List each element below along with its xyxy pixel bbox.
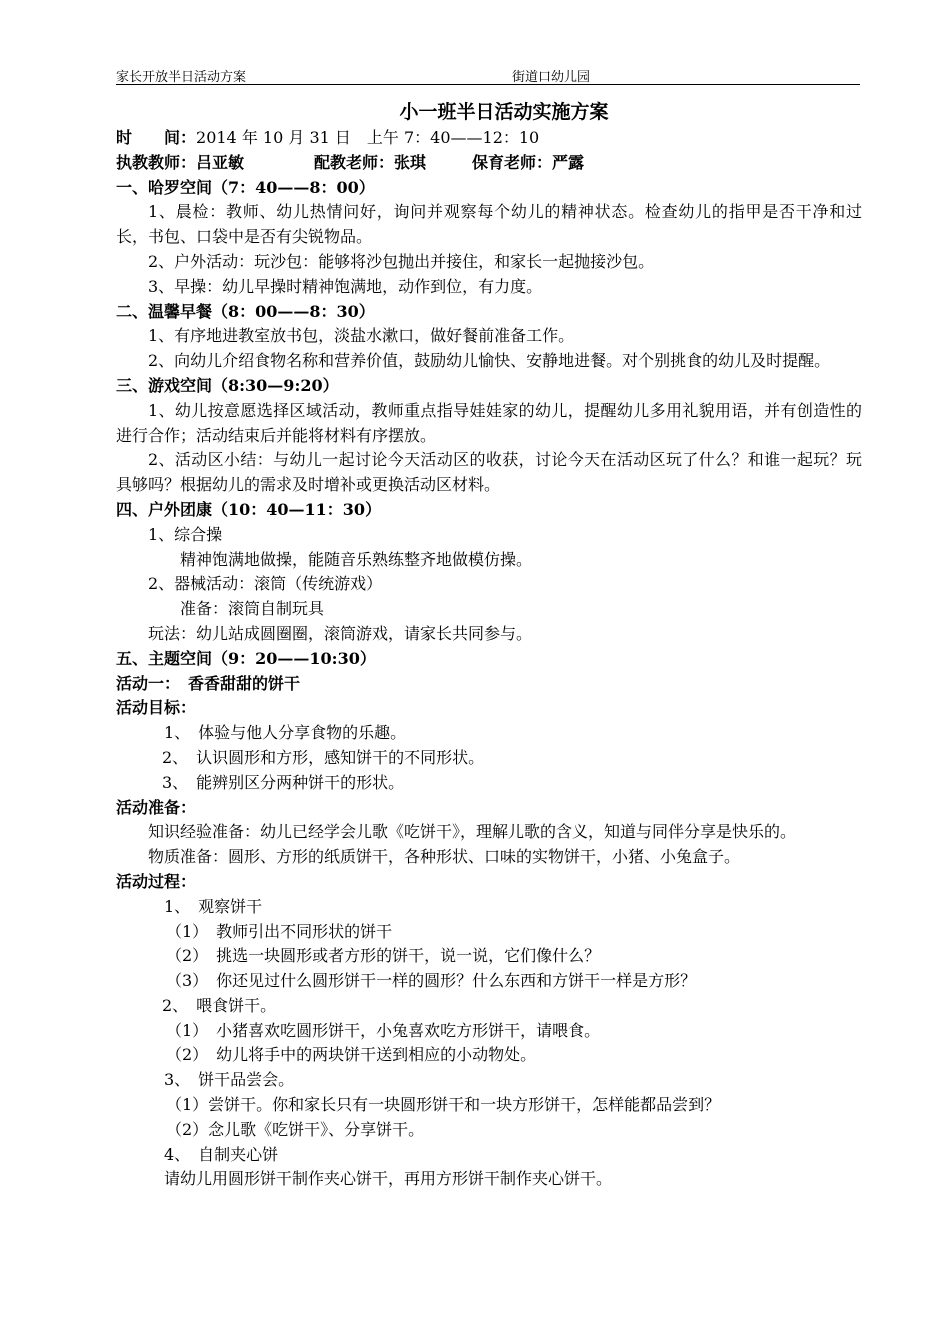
section-2-para-2: 2、向幼儿介绍食物名称和营养价值，鼓励幼儿愉快、安静地进餐。对个别挑食的幼儿及时提醒。 xyxy=(148,351,831,371)
section-1-heading: 一、哈罗空间（7：40——8：00） xyxy=(116,177,375,197)
document-body xyxy=(116,98,862,1192)
process-substep: 请幼儿用圆形饼干制作夹心饼干，再用方形饼干制作夹心饼干。 xyxy=(164,1169,613,1189)
process-label: 活动过程： xyxy=(116,871,197,891)
teacher-1: 执教教师：吕亚敏 xyxy=(116,152,245,172)
goal-item: 1、 体验与他人分享食物的乐趣。 xyxy=(164,723,407,743)
section-4-para-2: 精神饱满地做操，能随音乐熟练整齐地做模仿操。 xyxy=(180,549,533,569)
process-substep: （1）尝饼干。你和家长只有一块圆形饼干和一块方形饼干，怎样能都品尝到？ xyxy=(166,1095,721,1115)
process-step: 4、 自制夹心饼 xyxy=(164,1144,279,1164)
process-substep: （2） 幼儿将手中的两块饼干送到相应的小动物处。 xyxy=(166,1045,537,1065)
section-1-para-2: 2、户外活动：玩沙包：能够将沙包抛出并接住，和家长一起抛接沙包。 xyxy=(148,251,655,271)
section-3-para-1: 1、幼儿按意愿选择区域活动，教师重点指导娃娃家的幼儿，提醒幼儿多用礼貌用语，并有创造性的进行合作；活动结束后并能将材料有序摆放。 xyxy=(116,400,862,445)
section-5-heading: 五、主题空间（9：20——10:30） xyxy=(116,648,376,668)
teacher-2: 配教老师：张琪 xyxy=(314,152,427,172)
time-label: 时 间： xyxy=(116,128,197,147)
section-4-para-4: 准备：滚筒自制玩具 xyxy=(180,599,325,619)
process-substep: （1） 小猪喜欢吃圆形饼干，小兔喜欢吃方形饼干，请喂食。 xyxy=(166,1020,601,1040)
section-4-para-1: 1、综合操 xyxy=(148,524,223,544)
section-1-para-1-text: 1、晨检：教师、幼儿热情问好，询问并观察每个幼儿的精神状态。检查幼儿的指甲是否干净和过长，书包、口袋中是否有尖锐物品。 xyxy=(116,202,862,247)
process-step: 1、 观察饼干 xyxy=(164,896,263,916)
header-center-text: 街道口幼儿园 xyxy=(512,70,591,85)
section-3-para-2: 2、活动区小结：与幼儿一起讨论今天活动区的收获，讨论今天在活动区玩了什么？和谁一起玩？玩具够吗？根据幼儿的需求及时增补或更换活动区材料。 xyxy=(116,450,862,495)
goal-item: 2、 认识圆形和方形，感知饼干的不同形状。 xyxy=(162,747,485,767)
process-step: 2、 喂食饼干。 xyxy=(162,995,277,1015)
header-left-text: 家长开放半日活动方案 xyxy=(116,70,247,85)
section-2-heading: 二、温馨早餐（8：00——8：30） xyxy=(116,301,375,321)
page-header xyxy=(116,62,860,85)
teachers-line xyxy=(116,151,862,176)
section-4-para-5: 玩法：幼儿站成圆圈圈，滚筒游戏，请家长共同参与。 xyxy=(148,623,533,643)
prep-label: 活动准备： xyxy=(116,797,197,817)
document-title: 小一班半日活动实施方案 xyxy=(399,101,609,123)
section-4-para-3: 2、器械活动：滚筒（传统游戏） xyxy=(148,574,383,594)
process-substep: （2）念儿歌《吃饼干》、分享饼干。 xyxy=(166,1119,425,1139)
section-1-para-3: 3、早操：幼儿早操时精神饱满地，动作到位，有力度。 xyxy=(148,276,543,296)
process-substep: （2） 挑选一块圆形或者方形的饼干，说一说，它们像什么？ xyxy=(166,946,601,966)
prep-material: 物质准备：圆形、方形的纸质饼干，各种形状、口味的实物饼干，小猪、小兔盒子。 xyxy=(148,847,741,867)
section-3-heading: 三、游戏空间（8:30—9:20） xyxy=(116,375,339,395)
section-4-heading: 四、户外团康（10：40—11：30） xyxy=(116,499,382,519)
time-value: 2014 年 10 月 31 日 上午 7：40——12：10 xyxy=(196,128,540,147)
time-line xyxy=(116,126,862,151)
process-substep: （3） 你还见过什么圆形饼干一样的圆形？什么东西和方饼干一样是方形？ xyxy=(166,971,697,991)
section-2-para-1: 1、有序地进教室放书包，淡盐水漱口，做好餐前准备工作。 xyxy=(148,326,575,346)
goal-label: 活动目标： xyxy=(116,698,197,718)
process-substep: （1） 教师引出不同形状的饼干 xyxy=(166,921,393,941)
teacher-3: 保育老师：严露 xyxy=(472,152,585,172)
goal-item: 3、 能辨别区分两种饼干的形状。 xyxy=(162,772,405,792)
activity-title: 活动一： 香香甜甜的饼干 xyxy=(116,673,301,693)
process-step: 3、 饼干品尝会。 xyxy=(164,1070,295,1090)
prep-knowledge: 知识经验准备：幼儿已经学会儿歌《吃饼干》，理解儿歌的含义，知道与同伴分享是快乐的。 xyxy=(148,822,797,842)
section-1-para-1 xyxy=(116,200,862,250)
